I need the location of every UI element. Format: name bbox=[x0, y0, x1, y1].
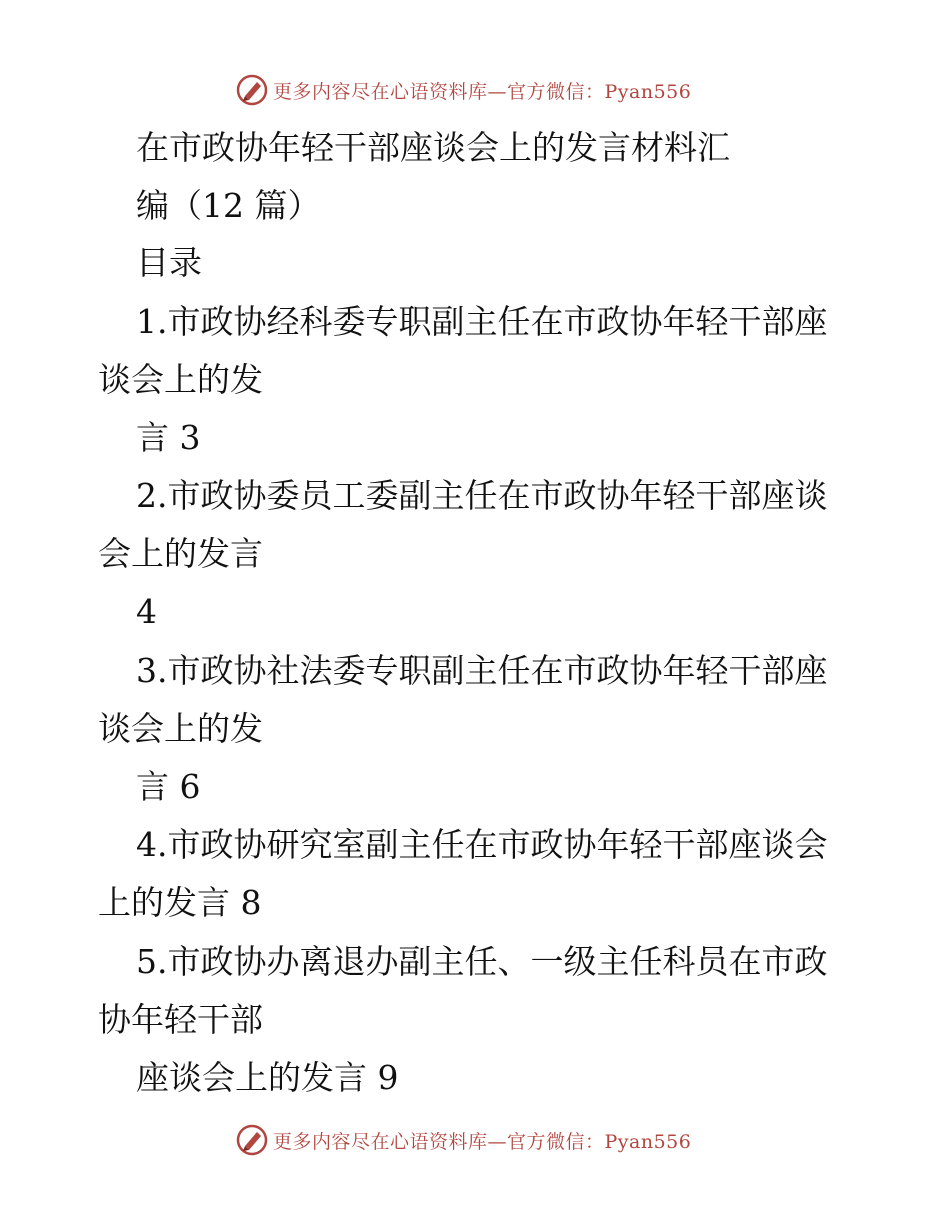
toc-item-1-line-1: 1.市政协经科委专职副主任在市政协年轻干部座 bbox=[136, 302, 828, 341]
toc-item-3-line-3: 言 6 bbox=[136, 767, 201, 806]
toc-item-1-line-3: 言 3 bbox=[136, 418, 201, 457]
toc-item-2-line-2: 会上的发言 bbox=[98, 534, 263, 573]
title-line-2: 编（12 篇） bbox=[136, 186, 321, 225]
toc-heading: 目录 bbox=[136, 243, 202, 282]
toc-item-1-line-2: 谈会上的发 bbox=[98, 360, 263, 399]
toc-item-5-line-3: 座谈会上的发言 9 bbox=[136, 1058, 399, 1097]
header-banner bbox=[236, 73, 691, 107]
toc-item-4-line-2: 上的发言 8 bbox=[98, 883, 262, 922]
pen-logo-icon bbox=[236, 74, 268, 106]
title-line-1: 在市政协年轻干部座谈会上的发言材料汇 bbox=[136, 128, 730, 167]
toc-item-3-line-1: 3.市政协社法委专职副主任在市政协年轻干部座 bbox=[136, 651, 828, 690]
pen-logo-icon bbox=[236, 1124, 268, 1156]
footer-banner bbox=[236, 1123, 691, 1157]
banner-text: 更多内容尽在心语资料库—官方微信：Pyan556 bbox=[273, 1130, 692, 1153]
toc-item-5-line-2: 协年轻干部 bbox=[98, 1000, 263, 1039]
toc-item-2-line-3: 4 bbox=[136, 592, 157, 631]
toc-item-5-line-1: 5.市政协办离退办副主任、一级主任科员在市政 bbox=[136, 942, 828, 981]
toc-item-2-line-1: 2.市政协委员工委副主任在市政协年轻干部座谈 bbox=[136, 476, 828, 515]
banner-text: 更多内容尽在心语资料库—官方微信：Pyan556 bbox=[273, 80, 692, 103]
toc-item-3-line-2: 谈会上的发 bbox=[98, 709, 263, 748]
toc-item-4-line-1: 4.市政协研究室副主任在市政协年轻干部座谈会 bbox=[136, 825, 828, 864]
